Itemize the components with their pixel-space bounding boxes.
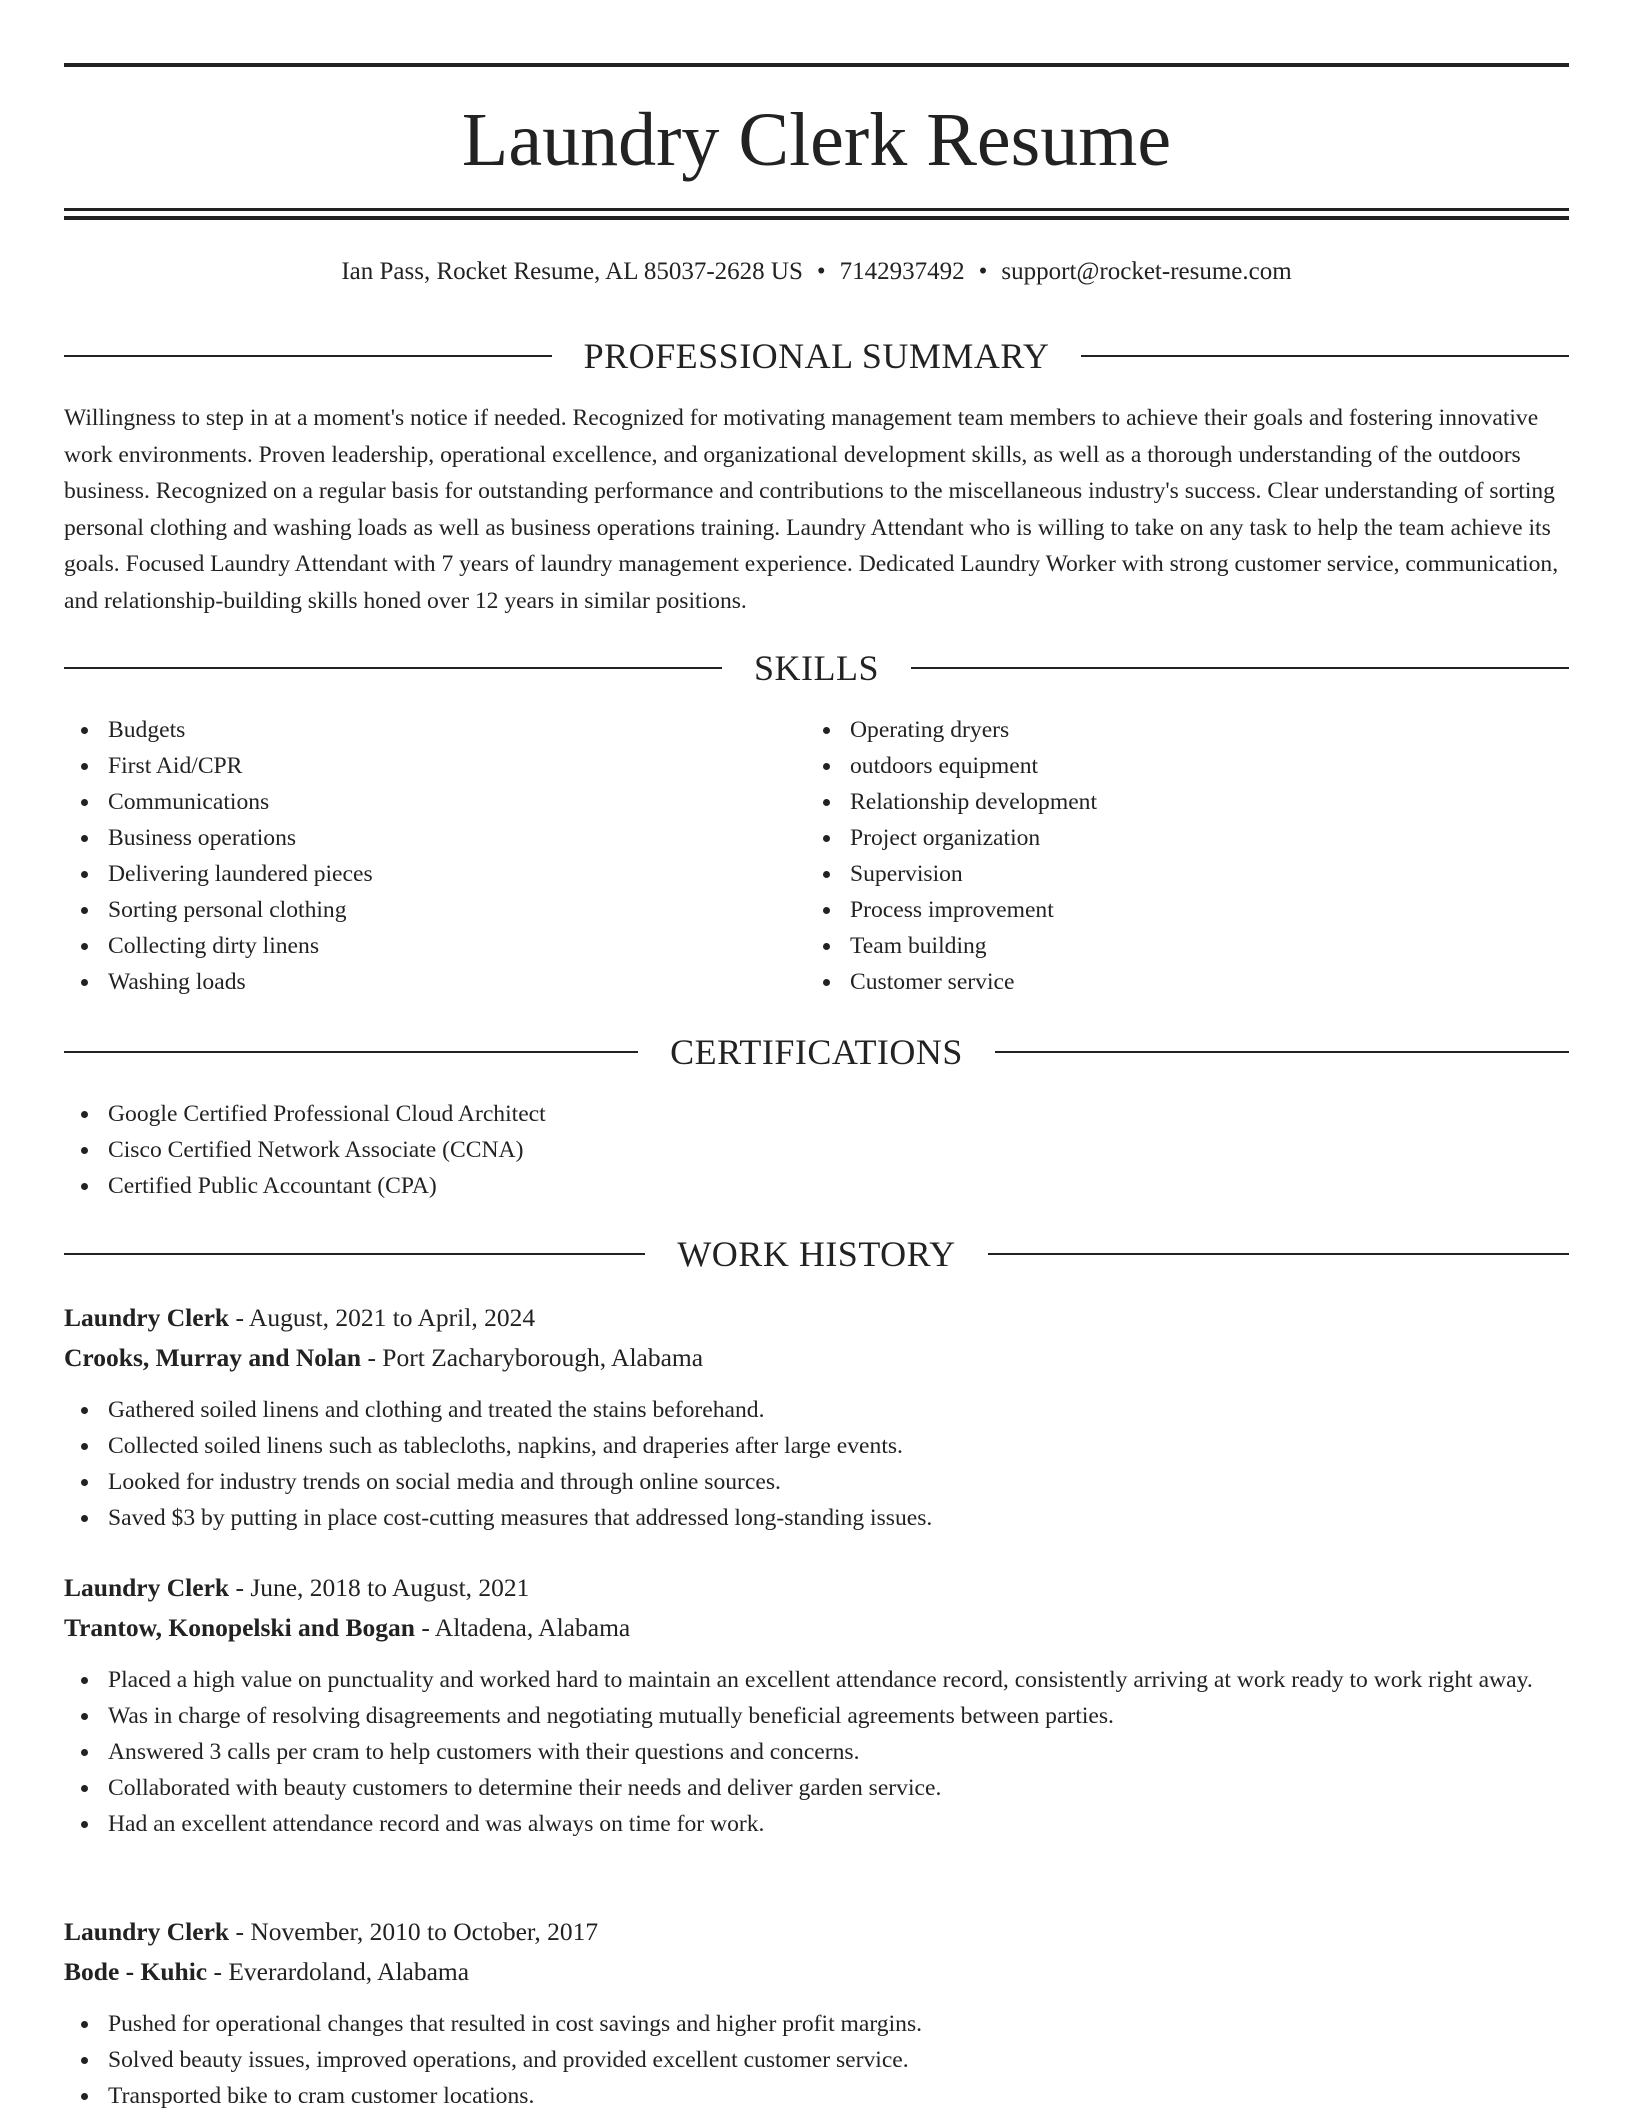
skill-item: Collecting dirty linens bbox=[64, 928, 764, 964]
job-duties-list bbox=[64, 2006, 1569, 2114]
skill-item: Project organization bbox=[806, 820, 1506, 856]
job-dates: - November, 2010 to October, 2017 bbox=[229, 1917, 599, 1946]
skill-item: Relationship development bbox=[806, 784, 1506, 820]
duty-item: Pushed for operational changes that resulted in cost savings and higher profit margins. bbox=[64, 2006, 1569, 2042]
section-divider bbox=[64, 355, 552, 357]
section-divider bbox=[995, 1051, 1569, 1053]
job-location: - Port Zacharyborough, Alabama bbox=[361, 1343, 704, 1372]
duty-item: Looked for industry trends on social media and through online sources. bbox=[64, 1464, 1569, 1500]
job-title-line bbox=[64, 1300, 1569, 1336]
skill-item: Supervision bbox=[806, 856, 1506, 892]
summary-section-header bbox=[64, 334, 1569, 378]
contact-line bbox=[64, 255, 1569, 289]
skill-item: Communications bbox=[64, 784, 764, 820]
certifications-section-header bbox=[64, 1030, 1569, 1074]
top-rule bbox=[64, 63, 1569, 67]
skill-item: Business operations bbox=[64, 820, 764, 856]
skill-item: First Aid/CPR bbox=[64, 748, 764, 784]
job-company-line bbox=[64, 1340, 1569, 1376]
job-dates: - June, 2018 to August, 2021 bbox=[229, 1573, 530, 1602]
job-dates: - August, 2021 to April, 2024 bbox=[229, 1303, 536, 1332]
contact-address: Ian Pass, Rocket Resume, AL 85037-2628 US bbox=[341, 258, 803, 285]
job-duties-list bbox=[64, 1392, 1569, 1536]
certification-item: Cisco Certified Network Associate (CCNA) bbox=[64, 1132, 1569, 1168]
job-company: Trantow, Konopelski and Bogan bbox=[64, 1613, 415, 1642]
job-company-line bbox=[64, 1954, 1569, 1990]
summary-text: Willingness to step in at a moment's notice if needed. Recognized for motivating management team members to achieve their goals and fostering innovative work environments. Proven leadership, operational excellence, and organizational development skills, as well as a thorough understanding of the outdoors business. Recognized on a regular basis for outstanding performance and contributions to the miscellaneous industry's success. Clear understanding of sorting personal clothing and washing loads as well as business operations training. Laundry Attendant who is willing to take on any task to help the team achieve its goals. Focused Laundry Attendant with 7 years of laundry management experience. Dedicated Laundry Worker with strong customer service, communication, and relationship-building skills honed over 12 years in similar positions. bbox=[64, 405, 1559, 614]
skills-section-header bbox=[64, 646, 1569, 690]
skill-item: Washing loads bbox=[64, 964, 764, 1000]
duty-item: Transported bike to cram customer locations. bbox=[64, 2078, 1569, 2114]
title-rule-lower bbox=[64, 216, 1569, 220]
skill-item: Customer service bbox=[806, 964, 1506, 1000]
contact-separator: • bbox=[816, 258, 826, 285]
skill-item: Team building bbox=[806, 928, 1506, 964]
skill-item: Budgets bbox=[64, 712, 764, 748]
certifications-list bbox=[64, 1096, 1569, 1204]
duty-item: Collected soiled linens such as tablecloths, napkins, and draperies after large events. bbox=[64, 1428, 1569, 1464]
section-divider bbox=[911, 667, 1569, 669]
work-history-section-header bbox=[64, 1232, 1569, 1276]
certification-item: Google Certified Professional Cloud Architect bbox=[64, 1096, 1569, 1132]
duty-item: Solved beauty issues, improved operations, and provided excellent customer service. bbox=[64, 2042, 1569, 2078]
job-title: Laundry Clerk bbox=[64, 1303, 230, 1332]
skill-item: outdoors equipment bbox=[806, 748, 1506, 784]
contact-separator: • bbox=[978, 258, 988, 285]
skills-list-right bbox=[806, 712, 1506, 1000]
duty-item: Collaborated with beauty customers to determine their needs and deliver garden service. bbox=[64, 1770, 1569, 1806]
skills-heading: SKILLS bbox=[754, 648, 880, 688]
job-title: Laundry Clerk bbox=[64, 1917, 230, 1946]
summary-heading: PROFESSIONAL SUMMARY bbox=[583, 336, 1050, 376]
duty-item: Saved $3 by putting in place cost-cutting measures that addressed long-standing issues. bbox=[64, 1500, 1569, 1536]
certifications-heading: CERTIFICATIONS bbox=[670, 1032, 963, 1072]
job-title: Laundry Clerk bbox=[64, 1573, 230, 1602]
title-rule-upper bbox=[64, 208, 1569, 211]
contact-email: support@rocket-resume.com bbox=[1001, 258, 1292, 285]
section-divider bbox=[64, 667, 722, 669]
section-divider bbox=[1081, 355, 1569, 357]
contact-phone: 7142937492 bbox=[839, 258, 965, 285]
job-title-line bbox=[64, 1570, 1569, 1606]
job-company: Bode - Kuhic bbox=[64, 1957, 208, 1986]
skill-item: Delivering laundered pieces bbox=[64, 856, 764, 892]
job-company-line bbox=[64, 1610, 1569, 1646]
job-company: Crooks, Murray and Nolan bbox=[64, 1343, 362, 1372]
job-title-line bbox=[64, 1914, 1569, 1950]
skill-item: Process improvement bbox=[806, 892, 1506, 928]
duty-item: Was in charge of resolving disagreements and negotiating mutually beneficial agreements between parties. bbox=[64, 1698, 1569, 1734]
work-history-heading: WORK HISTORY bbox=[677, 1234, 956, 1274]
job-duties-list bbox=[64, 1662, 1569, 1842]
duty-item: Placed a high value on punctuality and worked hard to maintain an excellent attendance record, consistently arriving at work ready to work right away. bbox=[64, 1662, 1569, 1698]
duty-item: Answered 3 calls per cram to help customers with their questions and concerns. bbox=[64, 1734, 1569, 1770]
certification-item: Certified Public Accountant (CPA) bbox=[64, 1168, 1569, 1204]
duty-item: Had an excellent attendance record and was always on time for work. bbox=[64, 1806, 1569, 1842]
resume-title: Laundry Clerk Resume bbox=[461, 98, 1172, 182]
skill-item: Sorting personal clothing bbox=[64, 892, 764, 928]
section-divider bbox=[64, 1051, 638, 1053]
section-divider bbox=[64, 1253, 645, 1255]
job-location: - Everardoland, Alabama bbox=[207, 1957, 470, 1986]
job-location: - Altadena, Alabama bbox=[414, 1613, 631, 1642]
section-divider bbox=[988, 1253, 1569, 1255]
duty-item: Gathered soiled linens and clothing and treated the stains beforehand. bbox=[64, 1392, 1569, 1428]
skills-list-left bbox=[64, 712, 764, 1000]
skill-item: Operating dryers bbox=[806, 712, 1506, 748]
